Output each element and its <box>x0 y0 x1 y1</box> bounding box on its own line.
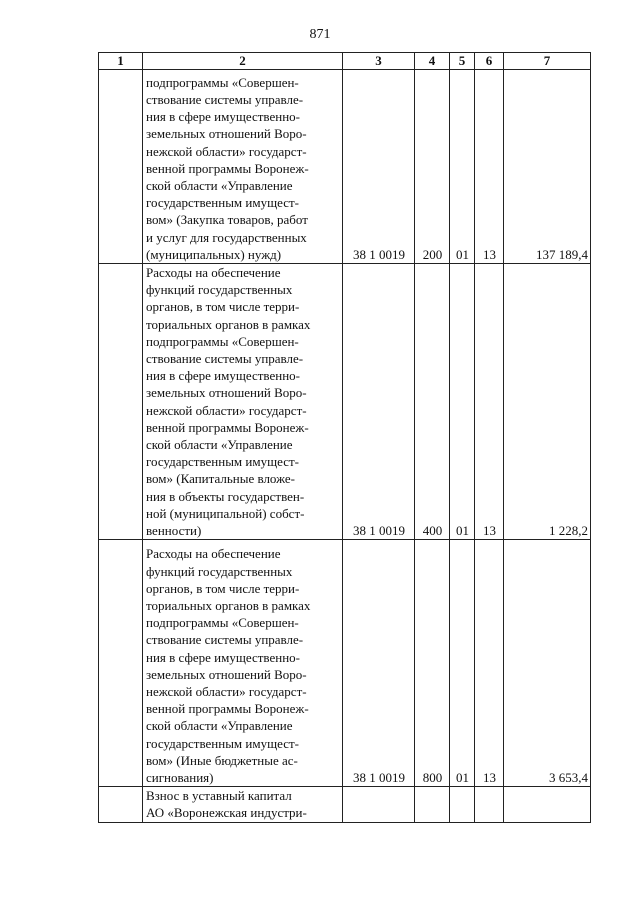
description-cell: Расходы на обеспечение функций государственных органов, в том числе терри- ториальных органов в рамках подпрограммы «Совершен- ствование системы управле- ния в сфере имущественно- земельных отношений Воро- нежской области» государст- венной программы Воронеж- ской области «Управление государственным имущест- вом» (Иные бюджетные ас- сигнования) <box>143 540 343 787</box>
subsection-cell: 13 <box>475 540 504 787</box>
expense-type-cell <box>415 787 450 822</box>
table-row <box>99 787 591 822</box>
column-header-6: 6 <box>475 53 504 70</box>
table-row <box>99 264 591 540</box>
row-number-cell <box>99 70 143 264</box>
row-number-cell <box>99 787 143 822</box>
column-header-3: 3 <box>343 53 415 70</box>
column-header-2: 2 <box>143 53 343 70</box>
expense-type-cell: 800 <box>415 540 450 787</box>
row-number-cell <box>99 540 143 787</box>
row-number-cell <box>99 264 143 540</box>
section-cell: 01 <box>450 264 475 540</box>
target-code-cell <box>343 787 415 822</box>
subsection-cell: 13 <box>475 264 504 540</box>
subsection-cell: 13 <box>475 70 504 264</box>
amount-cell: 3 653,4 <box>504 540 591 787</box>
column-header-1: 1 <box>99 53 143 70</box>
target-code-cell: 38 1 0019 <box>343 540 415 787</box>
description-cell: Расходы на обеспечение функций государственных органов, в том числе терри- ториальных органов в рамках подпрограммы «Совершен- ствование системы управле- ния в сфере имущественно- земельных отношений Воро- нежской области» государст- венной программы Воронеж- ской области «Управление государственным имущест- вом» (Капитальные вложе- ния в объекты государствен- ной (муниципальной) собст- венности) <box>143 264 343 540</box>
section-cell: 01 <box>450 70 475 264</box>
page-number: 871 <box>309 27 331 42</box>
column-header-5: 5 <box>450 53 475 70</box>
amount-cell: 1 228,2 <box>504 264 591 540</box>
table-row <box>99 70 591 264</box>
target-code-cell: 38 1 0019 <box>343 264 415 540</box>
amount-cell <box>504 787 591 822</box>
column-header-4: 4 <box>415 53 450 70</box>
description-cell: Взнос в уставный капитал АО «Воронежская индустри- <box>143 787 343 822</box>
budget-table <box>98 52 591 823</box>
target-code-cell: 38 1 0019 <box>343 70 415 264</box>
description-cell: подпрограммы «Совершен- ствование системы управле- ния в сфере имущественно- земельных отношений Воро- нежской области» государст- венной программы Воронеж- ской области «Управление государственным имущест- вом» (Закупка товаров, работ и услуг для государственных (муниципальных) нужд) <box>143 70 343 264</box>
subsection-cell <box>475 787 504 822</box>
table-header-row <box>99 53 591 70</box>
expense-type-cell: 400 <box>415 264 450 540</box>
column-header-7: 7 <box>504 53 591 70</box>
amount-cell: 137 189,4 <box>504 70 591 264</box>
section-cell <box>450 787 475 822</box>
table-row <box>99 540 591 787</box>
section-cell: 01 <box>450 540 475 787</box>
expense-type-cell: 200 <box>415 70 450 264</box>
